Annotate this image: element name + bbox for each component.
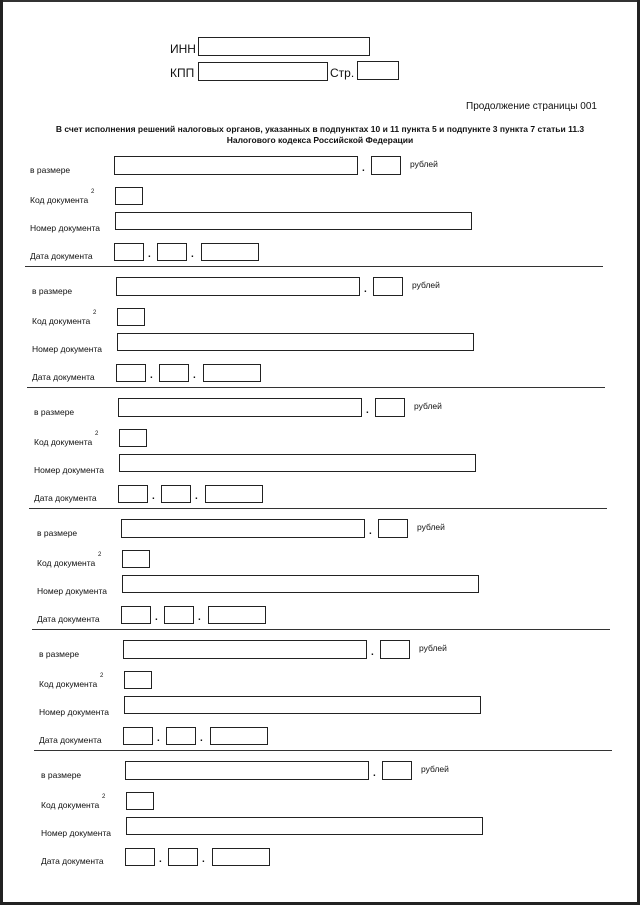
doc-date-label: Дата документа: [37, 614, 100, 624]
doc-month-field[interactable]: [168, 848, 198, 866]
date-separator: .: [157, 733, 160, 744]
doc-number-label: Номер документа: [39, 707, 109, 717]
doc-year-field[interactable]: [203, 364, 261, 382]
kopecks-field[interactable]: [380, 640, 410, 659]
amount-label: в размере: [34, 407, 75, 417]
doc-code-label: Код документа: [39, 679, 98, 689]
amount-separator: .: [366, 405, 369, 416]
doc-date-label: Дата документа: [32, 372, 95, 382]
doc-date-label: Дата документа: [34, 493, 97, 503]
rubles-label: рублей: [410, 159, 438, 169]
heading-line-2: Налогового кодекса Российской Федерации: [226, 135, 414, 145]
kopecks-field[interactable]: [375, 398, 405, 417]
footnote-mark: 2: [100, 673, 104, 679]
section-divider: [32, 629, 610, 630]
doc-code-label: Код документа: [37, 558, 96, 568]
doc-code-label: Код документа: [34, 437, 93, 447]
amount-field[interactable]: [118, 398, 362, 417]
heading-line-1: В счет исполнения решений налоговых органов, указанных в подпунктах 10 и 11 пункта 5 и подпункте 3 пункта 7 статьи 11.3: [55, 124, 585, 134]
amount-field[interactable]: [116, 277, 360, 296]
doc-month-field[interactable]: [157, 243, 187, 261]
doc-code-field[interactable]: [117, 308, 145, 326]
kopecks-field[interactable]: [371, 156, 401, 175]
doc-day-field[interactable]: [118, 485, 148, 503]
amount-label: в размере: [30, 165, 71, 175]
inn-label: ИНН: [170, 42, 196, 56]
date-separator: .: [193, 370, 196, 381]
doc-date-label: Дата документа: [30, 251, 93, 261]
rubles-label: рублей: [414, 401, 442, 411]
doc-number-field[interactable]: [119, 454, 476, 472]
kopecks-field[interactable]: [378, 519, 408, 538]
doc-code-label: Код документа: [41, 800, 100, 810]
kpp-label: КПП: [170, 66, 195, 80]
amount-separator: .: [371, 647, 374, 658]
doc-code-label: Код документа: [30, 195, 89, 205]
section-divider: [29, 508, 607, 509]
footnote-mark: 2: [98, 552, 102, 558]
continuation-note: Продолжение страницы 001: [466, 101, 597, 112]
doc-number-label: Номер документа: [41, 828, 111, 838]
rubles-label: рублей: [421, 764, 449, 774]
section-divider: [27, 387, 605, 388]
amount-separator: .: [364, 284, 367, 295]
payment-section: [0, 639, 640, 759]
footnote-mark: 2: [91, 189, 95, 195]
doc-code-field[interactable]: [126, 792, 154, 810]
doc-number-field[interactable]: [122, 575, 479, 593]
doc-code-label: Код документа: [32, 316, 91, 326]
date-separator: .: [152, 491, 155, 502]
kopecks-field[interactable]: [373, 277, 403, 296]
doc-day-field[interactable]: [116, 364, 146, 382]
doc-number-label: Номер документа: [32, 344, 102, 354]
date-separator: .: [202, 854, 205, 865]
doc-code-field[interactable]: [115, 187, 143, 205]
doc-day-field[interactable]: [125, 848, 155, 866]
doc-year-field[interactable]: [201, 243, 259, 261]
doc-number-field[interactable]: [126, 817, 483, 835]
date-separator: .: [150, 370, 153, 381]
amount-label: в размере: [32, 286, 73, 296]
date-separator: .: [195, 491, 198, 502]
amount-separator: .: [369, 526, 372, 537]
date-separator: .: [155, 612, 158, 623]
amount-label: в размере: [39, 649, 80, 659]
section-divider: [25, 266, 603, 267]
doc-code-field[interactable]: [122, 550, 150, 568]
doc-number-label: Номер документа: [30, 223, 100, 233]
doc-day-field[interactable]: [121, 606, 151, 624]
doc-year-field[interactable]: [210, 727, 268, 745]
doc-number-field[interactable]: [117, 333, 474, 351]
amount-field[interactable]: [121, 519, 365, 538]
doc-number-field[interactable]: [115, 212, 472, 230]
doc-year-field[interactable]: [205, 485, 263, 503]
footnote-mark: 2: [102, 794, 106, 800]
scan-edge-top: [0, 0, 640, 2]
payment-section: [0, 155, 640, 275]
section-divider: [34, 750, 612, 751]
doc-day-field[interactable]: [114, 243, 144, 261]
date-separator: .: [148, 249, 151, 260]
doc-number-field[interactable]: [124, 696, 481, 714]
amount-label: в размере: [41, 770, 82, 780]
doc-number-label: Номер документа: [37, 586, 107, 596]
date-separator: .: [200, 733, 203, 744]
doc-month-field[interactable]: [164, 606, 194, 624]
date-separator: .: [198, 612, 201, 623]
section-heading: [20, 124, 620, 146]
page-label: Стр.: [330, 66, 355, 80]
payment-section: [0, 397, 640, 517]
doc-year-field[interactable]: [208, 606, 266, 624]
footnote-mark: 2: [93, 310, 97, 316]
payment-section: [0, 760, 640, 880]
page-number-field[interactable]: [357, 61, 399, 80]
payment-section: [0, 518, 640, 638]
date-separator: .: [159, 854, 162, 865]
rubles-label: рублей: [412, 280, 440, 290]
doc-date-label: Дата документа: [41, 856, 104, 866]
doc-year-field[interactable]: [212, 848, 270, 866]
doc-date-label: Дата документа: [39, 735, 102, 745]
kpp-field[interactable]: [198, 62, 328, 81]
doc-number-label: Номер документа: [34, 465, 104, 475]
amount-separator: .: [362, 163, 365, 174]
doc-month-field[interactable]: [159, 364, 189, 382]
payment-section: [0, 276, 640, 396]
amount-label: в размере: [37, 528, 78, 538]
doc-month-field[interactable]: [161, 485, 191, 503]
date-separator: .: [191, 249, 194, 260]
amount-field[interactable]: [114, 156, 358, 175]
amount-field[interactable]: [123, 640, 367, 659]
doc-code-field[interactable]: [119, 429, 147, 447]
doc-month-field[interactable]: [166, 727, 196, 745]
inn-field[interactable]: [198, 37, 370, 56]
amount-separator: .: [373, 768, 376, 779]
rubles-label: рублей: [417, 522, 445, 532]
doc-day-field[interactable]: [123, 727, 153, 745]
rubles-label: рублей: [419, 643, 447, 653]
kopecks-field[interactable]: [382, 761, 412, 780]
amount-field[interactable]: [125, 761, 369, 780]
footnote-mark: 2: [95, 431, 99, 437]
doc-code-field[interactable]: [124, 671, 152, 689]
